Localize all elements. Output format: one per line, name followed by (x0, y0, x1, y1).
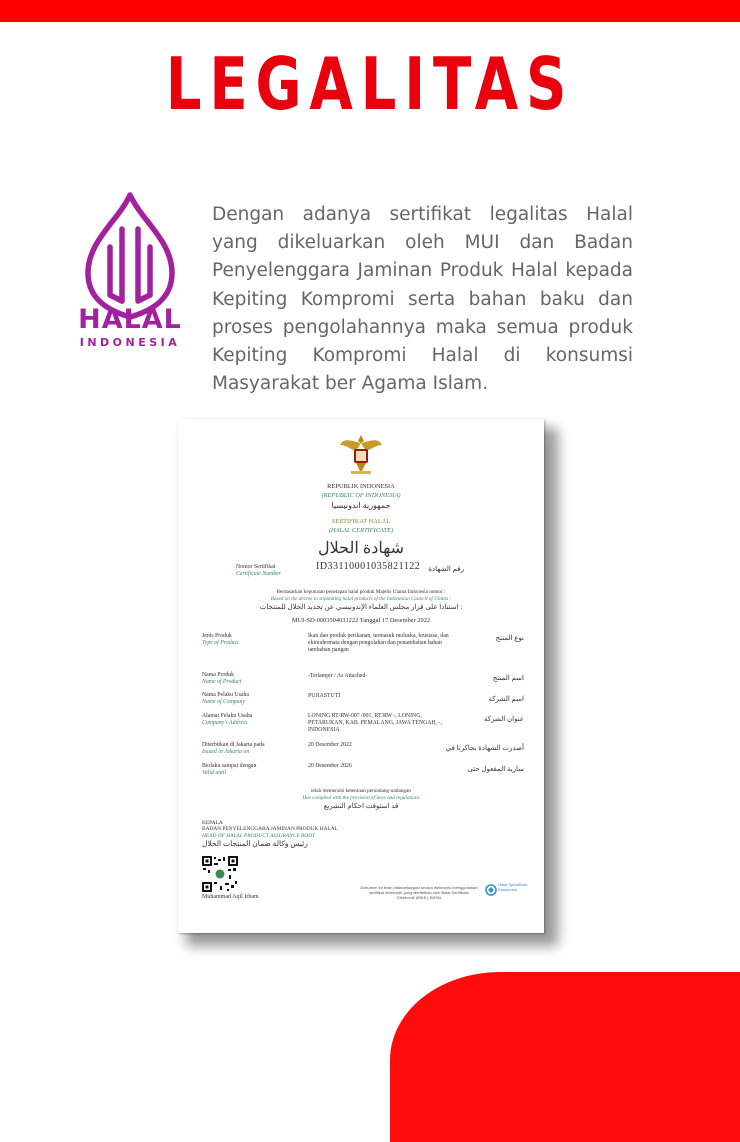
hpb-logo-text: Halal Spesifikasi Konsumen (498, 882, 528, 892)
field-label-ar: عنوان الشركة (483, 715, 524, 723)
cert-compliance-ar: قد استوفت احكام التشريع (323, 802, 399, 810)
cert-head-body-en: HEAD OF HALAL PRODUCT ASSURANCE BODY (202, 832, 316, 839)
field-label-id: Nama Pelaku Usaha (202, 692, 250, 698)
cert-signatory: Muhammad Aqil Irham (202, 894, 259, 900)
garuda-emblem-icon (338, 431, 384, 477)
halal-certificate (178, 419, 544, 933)
cert-compliance-en: Has complied with the provision of laws and regulations (302, 795, 420, 801)
field-label (202, 633, 239, 647)
cert-number-label-en: Certificate Number (236, 570, 281, 577)
field-label-ar: اسم المنتج (492, 674, 524, 682)
field-label (202, 763, 256, 777)
cert-head-body: BADAN PENYELENGGARA JAMINAN PRODUK HALAL (202, 826, 338, 833)
field-label (202, 713, 252, 727)
qr-code-icon (202, 856, 238, 892)
field-label-id: Alamat Pelaku Usaha (202, 713, 253, 719)
top-accent-bar (0, 0, 740, 22)
field-value: 20 Desember 2022 (308, 742, 352, 748)
field-label-ar: أصدرت الشهادة بجاكرتا في (445, 744, 524, 752)
field-value: PUJIASTUTI (308, 693, 341, 699)
cert-country-en: (REPUBLIC OF INDONESIA) (321, 492, 401, 499)
halal-logo-text (78, 306, 182, 349)
field-label-en: Name of Company (202, 698, 246, 705)
field-label-en: Name of Product (202, 678, 242, 685)
field-label-en: Company's Address (202, 719, 248, 726)
cert-basis-en: Based on the decree to stipulating halal products of the Indonesian Council of Ulama : (270, 596, 452, 602)
field-label-en: Issued in Jakarta on (202, 748, 250, 755)
field-label-id: Nama Produk (202, 672, 235, 678)
cert-head-title: KEPALA (202, 820, 223, 826)
field-value: Ikan dan produk perikanan, termasuk moluska, krustase, dan ekinodermata dengan pengolahan dan penambahan bahan tambahan pangan (308, 633, 449, 654)
logo-line1: HALAL (78, 304, 182, 335)
cert-compliance: telah memenuhi ketentuan perundang-undangan (311, 788, 411, 794)
field-value: -Terlampir / As Attached- (308, 673, 368, 679)
field-label-ar: اسم الشركة (488, 695, 524, 703)
field-label (202, 672, 241, 686)
field-label (202, 692, 249, 706)
field-label-en: Valid until (202, 769, 226, 776)
cert-number-label (236, 564, 281, 578)
cert-decree: MUI-SD-0003504031222 Tanggal 17 Desember 2022 (291, 617, 431, 624)
cert-number-label-ar: رقم الشهادة (428, 565, 464, 573)
cert-country-ar: جمهورية اندونيسيا (331, 501, 391, 510)
logo-line2: INDONESIA (79, 336, 181, 349)
cert-basis: Berdasarkan keputusan penetapan halal produk Majelis Ulama Indonesia nomor : (276, 589, 446, 595)
cert-number: ID33110001035821122 (316, 561, 421, 572)
cert-head-body-ar: رئيس وكالة ضمان المنتجات الحلال (202, 839, 308, 849)
field-value: LONING RT/RW-007 /001, RT/RW -, LONING, PETARUKAN, KAB. PEMALANG, JAWA TENGAH, -, INDONESIA (308, 713, 442, 734)
field-label-id: Jenis Produk (202, 633, 232, 639)
cert-title-en: (HALAL CERTIFICATE) (328, 527, 394, 534)
field-label-id: Berlaku sampai dengan (202, 763, 257, 769)
field-label-en: Type of Product (202, 639, 239, 646)
cert-country: REPUBLIK INDONESIA (327, 483, 395, 490)
cert-title-ar: شهادة الحلال (318, 540, 404, 557)
cert-head-block (202, 820, 338, 848)
page-title: LEGALITAS (165, 42, 575, 126)
field-label-id: Diterbitkan di Jakarta pada (202, 742, 265, 748)
intro-paragraph: Dengan adanya sertifikat legalitas Halal yang dikeluarkan oleh MUI dan Badan Penyelenggara Jaminan Produk Halal kepada Kepiting Kompromi serta bahan baku dan proses pengolahannya maka semua produk Kepiting Kompromi Halal di konsumsi Masyarakat ber Agama Islam. (212, 204, 633, 395)
bottom-red-shape (390, 972, 740, 1142)
cert-number-label-id: Nomor Sertifikat (236, 564, 276, 570)
field-label-ar: سارية المفعول حتى (467, 765, 524, 773)
cert-basis-ar: استنادا على قرار مجلس العلماء الإندونيسي عن تحديد الحلال للمنتجات : (259, 603, 463, 611)
cert-footnote: Dokumen ini telah ditandatangani secara elektronik menggunakan sertifikat elektronik yang diterbitkan oleh Balai Sertifikasi Elektronik (BSrE), BSSN (360, 885, 478, 900)
field-value: 20 Desember 2026 (308, 763, 352, 769)
field-label (202, 742, 265, 756)
field-label-ar: نوع المنتج (495, 634, 524, 642)
cert-title: SERTIFIKAT HALAL (331, 518, 391, 525)
